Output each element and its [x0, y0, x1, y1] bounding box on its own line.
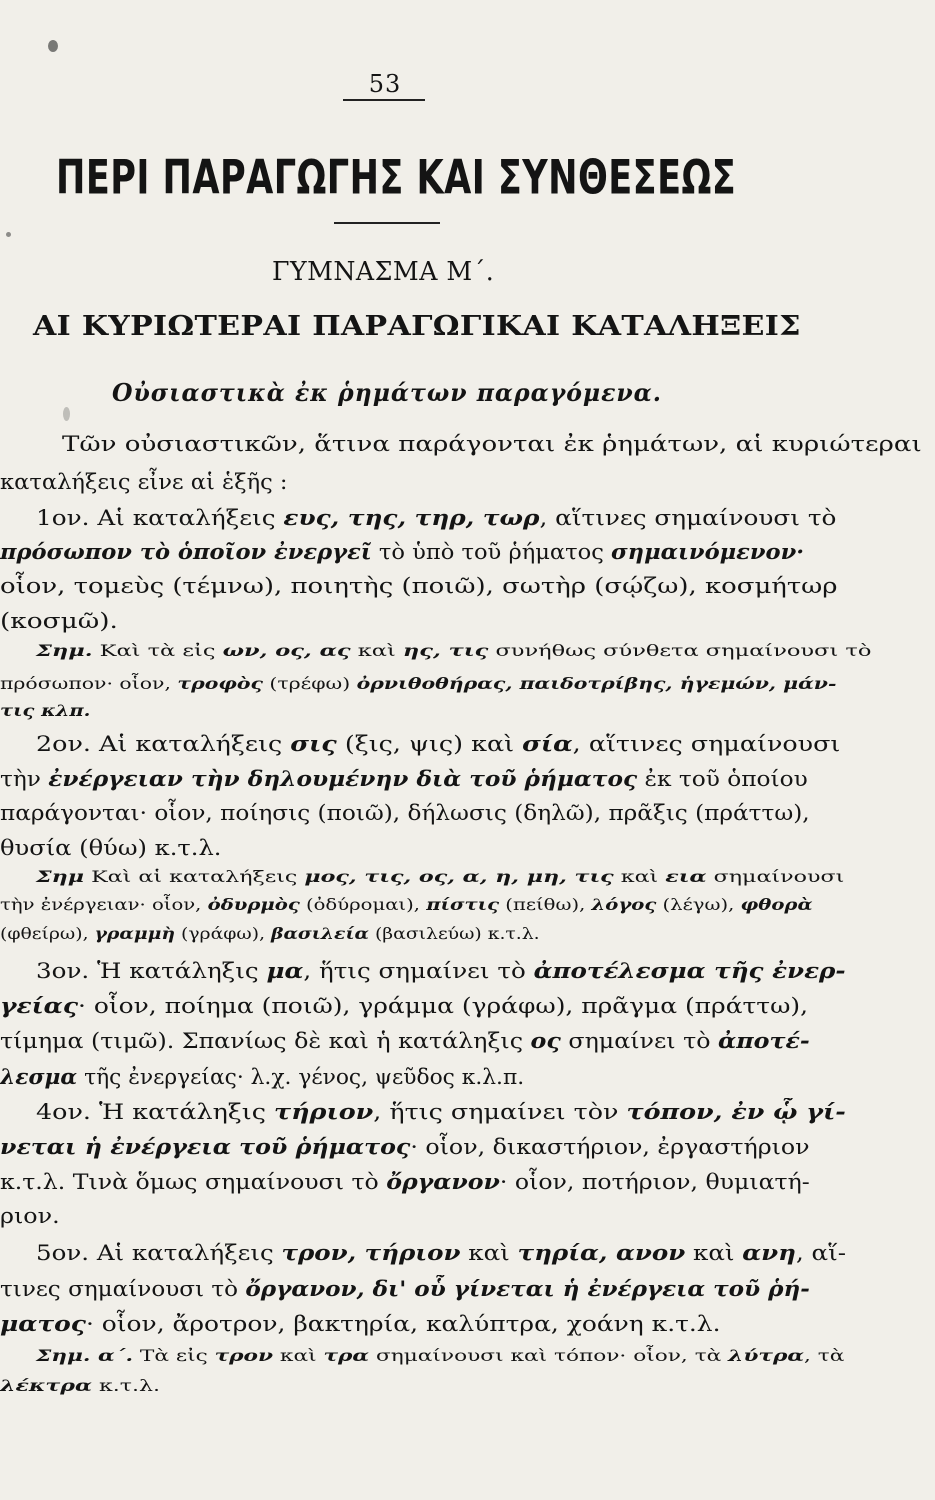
- emphasized-text: μος, τις, ος, α, η, μη, τις: [304, 867, 614, 886]
- emphasized-text: πρόσωπον τὸ ὁποῖον ἐνεργεῖ: [0, 539, 372, 564]
- emphasized-text: γραμμὴ: [94, 924, 176, 943]
- emphasized-text: ης, τις: [402, 641, 489, 660]
- section-subtitle: ΑΙ ΚΥΡΙΩΤΕΡΑΙ ΠΑΡΑΓΩΓΙΚΑΙ ΚΑΤΑΛΗΞΕΙΣ: [33, 311, 801, 342]
- text-span: θυσία (θύω) κ.τ.λ.: [0, 836, 222, 860]
- text-span: τίμημα (τιμῶ). Σπανίως δὲ καὶ ἡ κατάληξις: [0, 1029, 531, 1053]
- text-line: [0, 1278, 810, 1300]
- emphasized-text: σις: [290, 731, 337, 756]
- text-span: κ.τ.λ.: [91, 1376, 160, 1395]
- text-span: · οἷον, ποίημα (ποιῶ), γράμμα (γράφω), πρᾶγμα (πράττω),: [78, 994, 809, 1018]
- text-span: καταλήξεις εἶνε αἱ ἑξῆς :: [0, 470, 288, 494]
- emphasized-text: ων, ος, ας: [222, 641, 351, 660]
- emphasized-text: πίστις: [426, 895, 500, 914]
- text-span: καὶ: [350, 641, 403, 660]
- text-span: 2ον. Αἱ καταλήξεις: [36, 732, 291, 756]
- text-line: [0, 1136, 810, 1158]
- text-span: 1ον. Αἱ καταλήξεις: [36, 506, 284, 530]
- text-span: 4ον. Ἡ κατάληξις: [36, 1100, 275, 1124]
- text-span: παράγονται· οἷον, ποίησις (ποιῶ), δήλωσις (δηλῶ), πρᾶξις (πράττω),: [0, 801, 810, 825]
- emphasized-text: τρον: [214, 1346, 274, 1365]
- text-line: [0, 1206, 60, 1227]
- text-span: · οἷον, ποτήριον, θυμιατή-: [499, 1170, 810, 1194]
- text-span: , αἵ-: [795, 1241, 846, 1265]
- emphasized-text: λόγος: [591, 895, 657, 914]
- emphasized-text: τηρία, ανον: [517, 1240, 686, 1265]
- text-span: 3ον. Ἡ κατάληξις: [36, 959, 267, 983]
- text-span: , ἥτις σημαίνει τὸ: [303, 959, 534, 983]
- text-span: , ἥτις σημαίνει τὸν: [373, 1100, 627, 1124]
- text-line: [0, 926, 540, 942]
- text-span: · οἷον, δικαστήριον, ἐργαστήριον: [410, 1135, 810, 1159]
- exercise-heading: ΓΥΜΝΑΣΜΑ Μ΄.: [272, 257, 495, 287]
- emphasized-text: τρα: [323, 1346, 370, 1365]
- text-line: [0, 1030, 810, 1052]
- emphasized-text: ευς, της, τηρ, τωρ: [283, 505, 540, 530]
- emphasized-text: βασιλεία: [271, 924, 370, 943]
- text-line: [0, 995, 808, 1017]
- text-span: τῆς ἐνεργείας· λ.χ. γένος, ψεῦδος κ.λ.π.: [77, 1065, 525, 1089]
- page-number-underline: [343, 99, 425, 101]
- text-line: [0, 472, 288, 493]
- emphasized-text: νεται ἡ ἐνέργεια τοῦ ῥήματος: [0, 1134, 411, 1159]
- text-span: 5ον. Αἱ καταλήξεις: [36, 1241, 282, 1265]
- text-line: [0, 611, 118, 632]
- text-span: οἷον, τομεὺς (τέμνω), ποιητὴς (ποιῶ), σωτὴρ (σῴζω), κοσμήτωρ: [0, 574, 838, 598]
- text-span: (λέγω),: [656, 895, 741, 914]
- emphasized-text: ὀδυρμὸς: [207, 895, 300, 914]
- text-line: [0, 768, 808, 790]
- emphasized-text: τρον, τήριον: [281, 1240, 461, 1265]
- text-line: [36, 507, 836, 529]
- text-span: συνήθως σύνθετα σημαίνουσι τὸ: [488, 641, 872, 660]
- text-span: (πείθω),: [499, 895, 592, 914]
- ink-smudge: [6, 232, 11, 237]
- emphasized-text: ος: [530, 1028, 561, 1053]
- text-span: Καὶ αἱ καταλήξεις: [84, 867, 305, 886]
- emphasized-text: τήριον: [274, 1099, 374, 1124]
- emphasized-text: ανη: [742, 1240, 796, 1265]
- emphasized-text: ὄργανον: [386, 1169, 500, 1194]
- title-divider: [334, 222, 440, 224]
- emphasized-text: λύτρα: [728, 1346, 805, 1365]
- emphasized-text: εια: [665, 867, 707, 886]
- text-line: [36, 1101, 846, 1123]
- text-span: κ.τ.λ. Τινὰ ὅμως σημαίνουσι τὸ: [0, 1170, 387, 1194]
- text-span: (φθείρω),: [0, 924, 95, 943]
- text-line: [0, 838, 221, 859]
- text-span: καὶ: [273, 1346, 324, 1365]
- text-span: σημαίνουσι: [706, 867, 845, 886]
- text-span: καὶ: [613, 867, 666, 886]
- text-line: [36, 1242, 846, 1264]
- emphasized-text: φθορὰ: [740, 895, 813, 914]
- emphasized-text: Σημ: [36, 867, 85, 886]
- text-span: (ὀδύρομαι),: [299, 895, 427, 914]
- text-line: [36, 643, 871, 659]
- text-span: καὶ: [460, 1241, 518, 1265]
- chapter-title: ΠΕΡΙ ΠΑΡΑΓΩΓΗΣ ΚΑΙ ΣΥΝΘΕΣΕΩΣ: [56, 150, 737, 206]
- emphasized-text: τις κλπ.: [0, 701, 91, 720]
- emphasized-text: ὄργανον, δι' οὗ γίνεται ἡ ἐνέργεια τοῦ ῥή-: [245, 1276, 810, 1301]
- text-span: τινες σημαίνουσι τὸ: [0, 1277, 246, 1301]
- text-line: [0, 1313, 721, 1335]
- text-span: (τρέφω): [262, 674, 357, 693]
- emphasized-text: Σημ.: [36, 641, 93, 660]
- text-span: · οἷον, ἄροτρον, βακτηρία, καλύπτρα, χοάνη κ.τ.λ.: [85, 1312, 721, 1336]
- emphasized-text: λέκτρα: [0, 1376, 92, 1395]
- text-span: Τῶν οὐσιαστικῶν, ἅτινα παράγονται ἐκ ῥημάτων, αἱ κυριώτεραι: [62, 432, 922, 456]
- emphasized-text: λεσμα: [0, 1064, 78, 1089]
- text-line: [0, 803, 810, 824]
- text-span: ριον.: [0, 1204, 60, 1228]
- text-span: (κοσμῶ).: [0, 609, 118, 633]
- emphasized-text: ἀποτέλεσμα τῆς ἐνερ-: [533, 958, 846, 983]
- text-line: [0, 676, 836, 692]
- emphasized-text: ματος: [0, 1311, 86, 1336]
- emphasized-text: Σημ. α΄.: [36, 1346, 134, 1365]
- text-span: σημαίνει τὸ: [560, 1029, 719, 1053]
- emphasized-text: ἀποτέ-: [718, 1028, 810, 1053]
- text-span: τὸ ὑπὸ τοῦ ῥήματος: [371, 540, 612, 564]
- text-line: [62, 434, 922, 455]
- text-line: [0, 1066, 524, 1088]
- text-line: [0, 541, 804, 563]
- text-span: πρόσωπον· οἷον,: [0, 674, 178, 693]
- emphasized-text: τόπον, ἐν ᾧ γί-: [626, 1099, 846, 1124]
- text-line: [36, 960, 846, 982]
- emphasized-text: σημαινόμενον·: [611, 539, 805, 564]
- text-span: Καὶ τὰ εἰς: [92, 641, 223, 660]
- text-line: [0, 1171, 810, 1193]
- text-span: σημαίνουσι καὶ τόπον· οἷον, τὰ: [369, 1346, 729, 1365]
- ink-smudge: [48, 40, 58, 52]
- emphasized-text: μα: [266, 958, 304, 983]
- text-line: [0, 576, 838, 597]
- emphasized-text: ὀρνιθοθήρας, παιδοτρίβης, ἡγεμών, μάν-: [356, 674, 837, 693]
- text-span: , αἵτινες σημαίνουσι: [572, 732, 841, 756]
- text-span: τὴν ἐνέργειαν· οἷον,: [0, 895, 208, 914]
- emphasized-text: γείας: [0, 993, 79, 1018]
- emphasized-text: ἐνέργειαν τὴν δηλουμένην διὰ τοῦ ῥήματος: [48, 766, 638, 791]
- text-span: (βασιλεύω) κ.τ.λ.: [369, 924, 540, 943]
- section-heading: Οὐσιαστικὰ ἐκ ῥημάτων παραγόμενα.: [112, 378, 662, 407]
- text-span: καὶ: [685, 1241, 743, 1265]
- text-line: [0, 1378, 160, 1394]
- emphasized-text: τροφὸς: [177, 674, 263, 693]
- text-span: (ξις, ψις) καὶ: [336, 732, 523, 756]
- ink-smudge: [63, 407, 70, 421]
- text-line: [36, 869, 844, 885]
- text-line: [36, 733, 840, 755]
- text-span: τὴν: [0, 767, 49, 791]
- text-span: (γράφω),: [175, 924, 272, 943]
- emphasized-text: σία: [522, 731, 573, 756]
- text-line: [0, 897, 813, 913]
- text-span: Τὰ εἰς: [133, 1346, 215, 1365]
- text-span: ἐκ τοῦ ὁποίου: [637, 767, 808, 791]
- page-number: 53: [368, 70, 402, 98]
- text-span: , τὰ: [804, 1346, 845, 1365]
- text-line: [0, 703, 90, 719]
- text-line: [36, 1348, 844, 1364]
- text-span: , αἵτινες σημαίνουσι τὸ: [539, 506, 837, 530]
